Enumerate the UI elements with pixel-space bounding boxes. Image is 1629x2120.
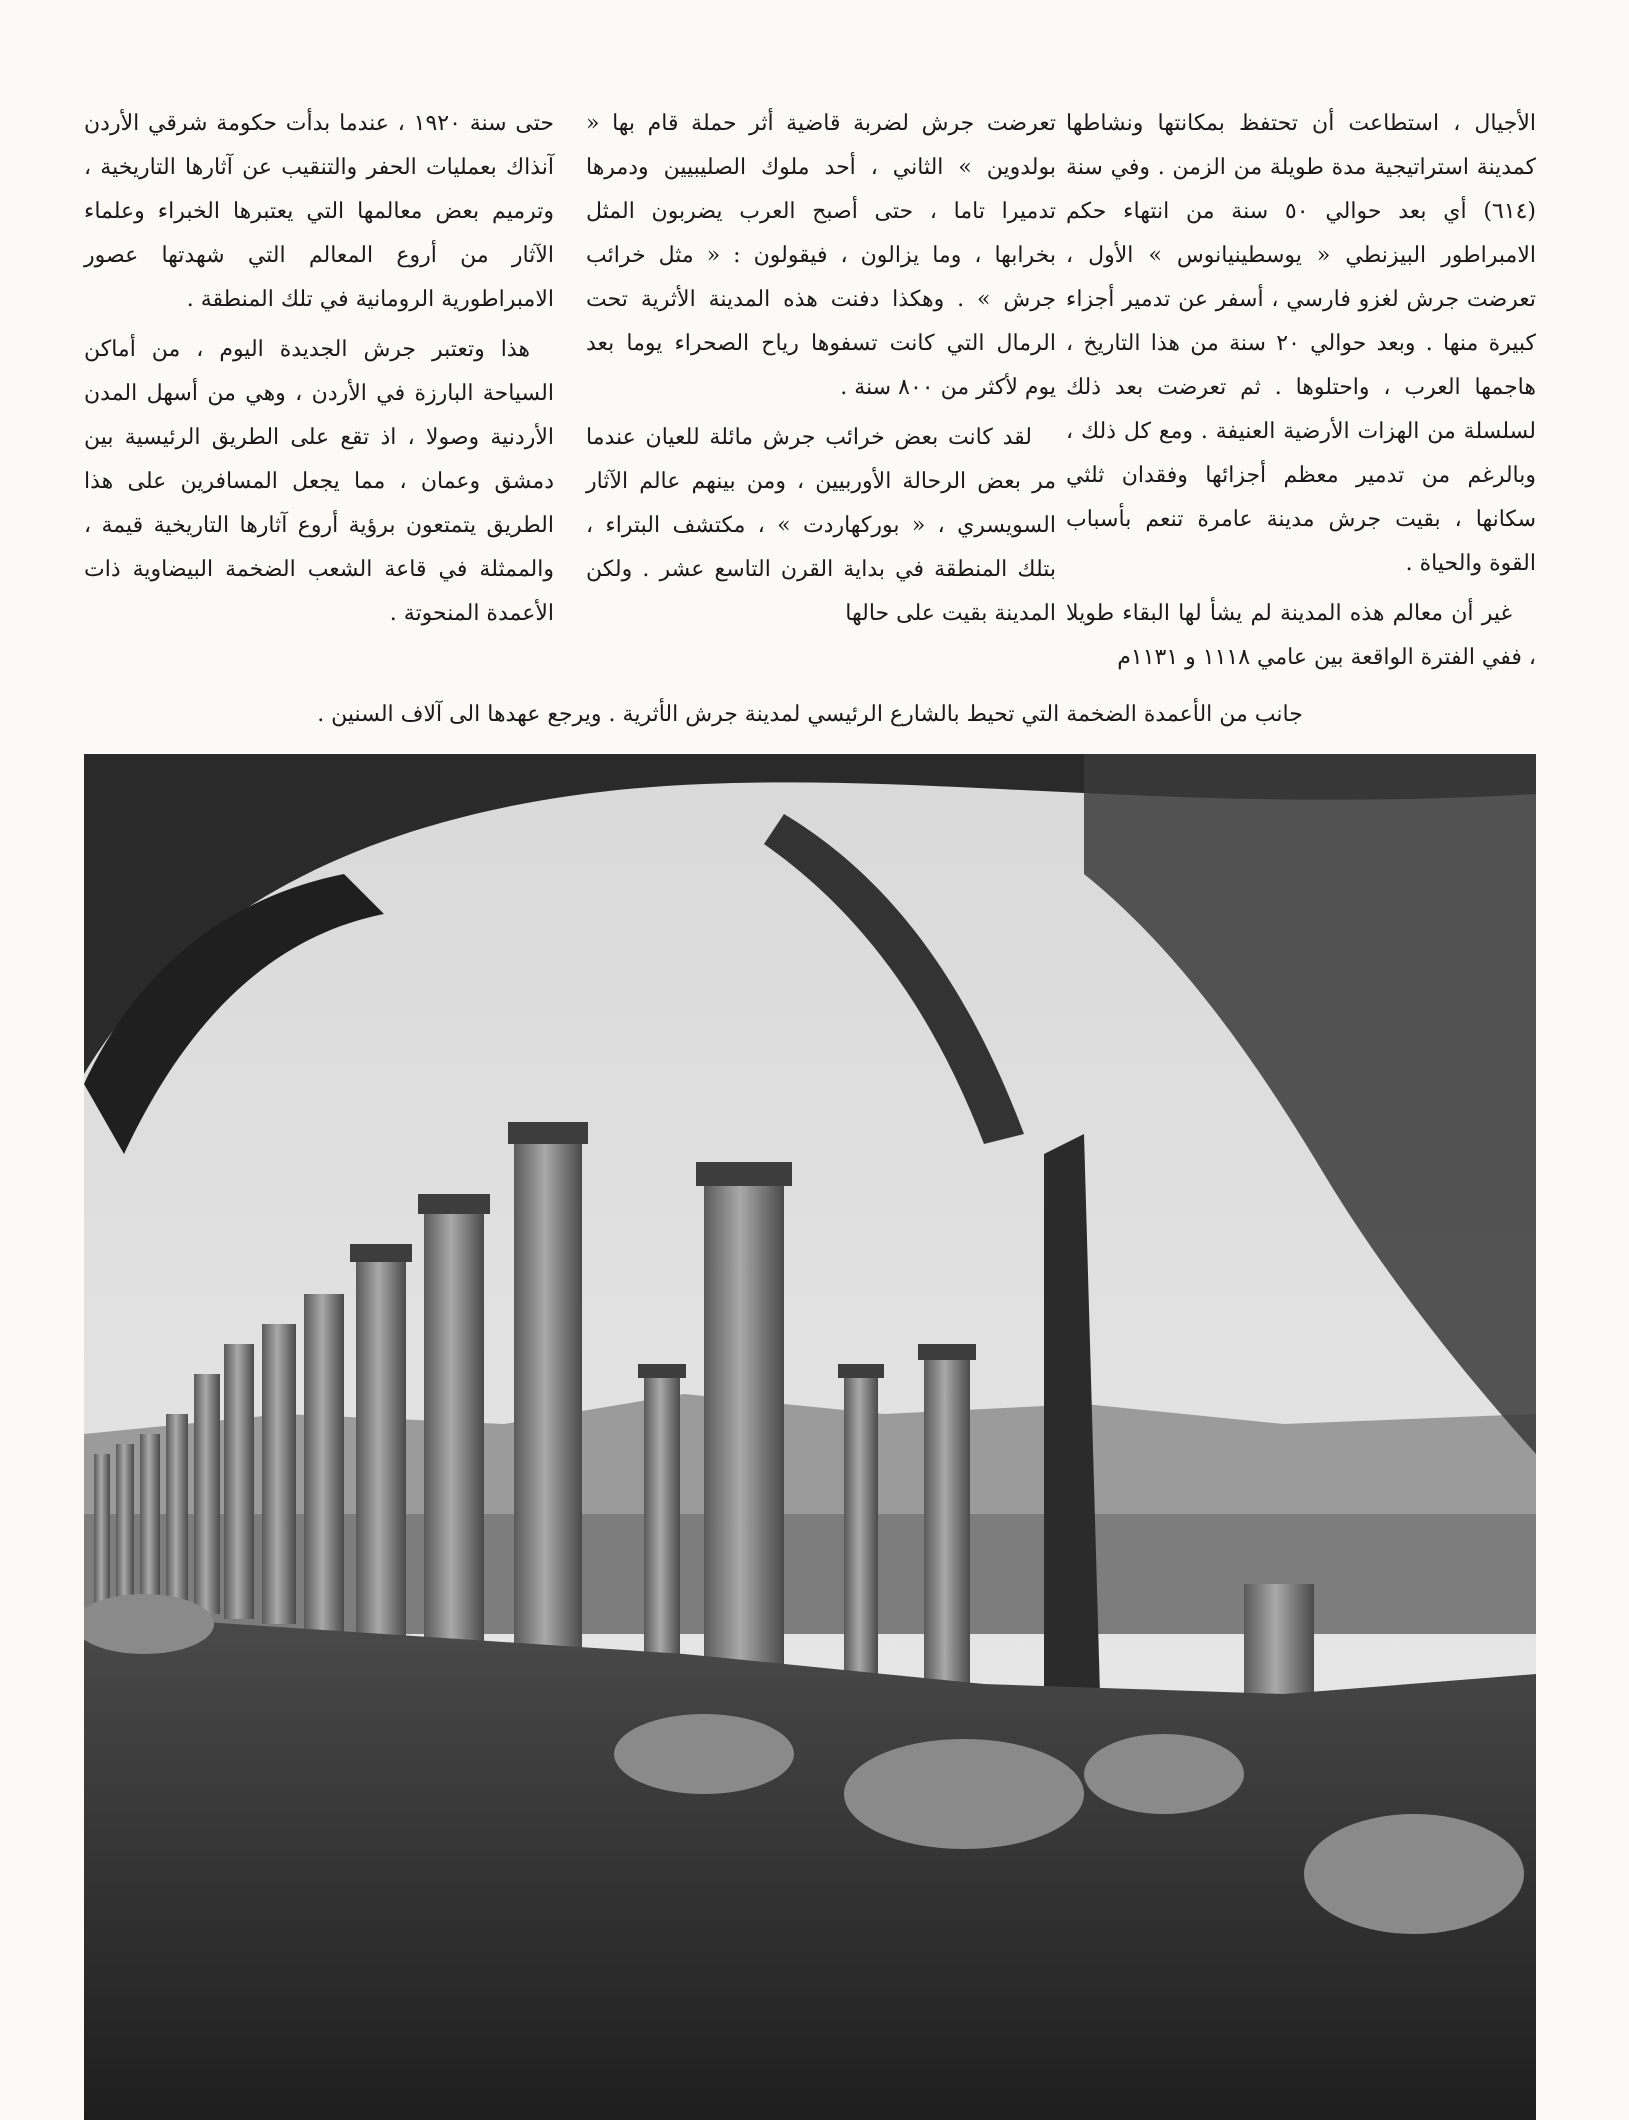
text-column-middle	[586, 102, 1056, 636]
colonnade-photo	[84, 754, 1536, 2120]
text-column-left	[84, 102, 554, 636]
text-column-right	[1066, 102, 1536, 680]
paragraph: لقد كانت بعض خرائب جرش مائلة للعيان عندما مر بعض الرحالة الأوربيين ، ومن بينهم عالم الآثار السويسري ، « بوركهاردت » ، مكتشف البتراء ، بتلك المنطقة في بداية القرن التاسع عشر . ولكن المدينة بقيت على حالها	[586, 425, 1056, 626]
paragraph: حتى سنة ١٩٢٠ ، عندما بدأت حكومة شرقي الأردن آنذاك بعمليات الحفر والتنقيب عن آثارها التاريخية ، وترميم بعض معالمها التي يعتبرها الخبراء وعلماء الآثار من أروع المعالم التي شهدتها عصور الامبراطورية الرومانية في تلك المنطقة .	[84, 111, 554, 312]
paragraph: الأجيال ، استطاعت أن تحتفظ بمكانتها ونشاطها كمدينة استراتيجية مدة طويلة من الزمن . وفي سنة (٦١٤) أي بعد حوالي ٥٠ سنة من انتهاء حكم الامبراطور البيزنطي « يوسطينيانوس » الأول ، تعرضت جرش لغزو فارسي ، أسفر عن تدمير أجزاء كبيرة منها . وبعد حوالي ٢٠ سنة من هذا التاريخ ، هاجمها العرب ، واحتلوها . ثم تعرضت بعد ذلك لسلسلة من الهزات الأرضية العنيفة . ومع كل ذلك ، وبالرغم من تدمير معظم أجزائها وفقدان ثلثي سكانها ، بقيت جرش مدينة عامرة تنعم بأسباب القوة والحياة .	[1066, 111, 1536, 576]
photo-caption: جانب من الأعمدة الضخمة التي تحيط بالشارع الرئيسي لمدينة جرش الأثرية . ويرجع عهدها الى آلاف السنين .	[317, 702, 1303, 727]
paragraph: غير أن معالم هذه المدينة لم يشأ لها البقاء طويلا ، ففي الفترة الواقعة بين عامي ١١١٨ و ١١٣١م	[1066, 601, 1536, 670]
paragraph: هذا وتعتبر جرش الجديدة اليوم ، من أماكن السياحة البارزة في الأردن ، وهي من أسهل المدن الأردنية وصولا ، اذ تقع على الطريق الرئيسية بين دمشق وعمان ، مما يجعل المسافرين على هذا الطريق يتمتعون برؤية أروع آثارها التاريخية قيمة ، والممثلة في قاعة الشعب الضخمة البيضاوية ذات الأعمدة المنحوتة .	[84, 337, 554, 626]
paragraph: تعرضت جرش لضربة قاضية أثر حملة قام بها « بولدوين » الثاني ، أحد ملوك الصليبيين ودمرها تدميرا تاما ، حتى أصبح العرب يضربون المثل بخرابها ، وما يزالون ، فيقولون : « مثل خرائب جرش » . وهكذا دفنت هذه المدينة الأثرية تحت الرمال التي كانت تسفوها رياح الصحراء يوما بعد يوم لأكثر من ٨٠٠ سنة .	[586, 111, 1056, 400]
